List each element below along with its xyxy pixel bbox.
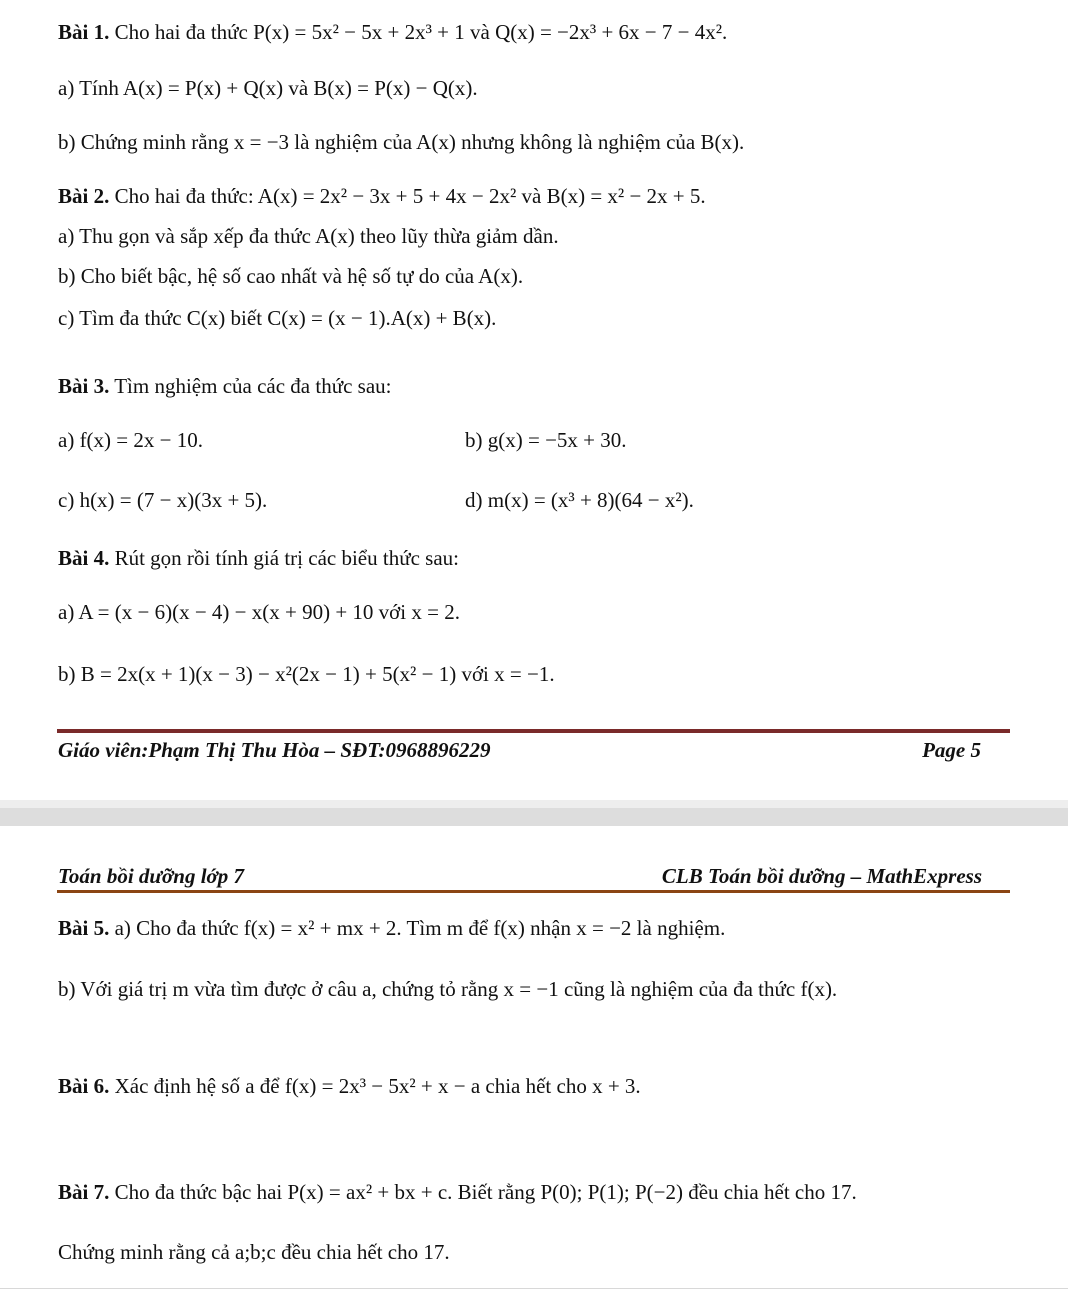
bai2-title: Bài 2. [58, 184, 110, 208]
bai4-part-b: b) B = 2x(x + 1)(x − 3) − x²(2x − 1) + 5(x² − 1) với x = −1. [58, 662, 555, 686]
bai3-statement-line [58, 372, 392, 400]
bai5-part-b: b) Với giá trị m vừa tìm được ở câu a, chứng tỏ rằng x = −1 cũng là nghiệm của đa thức f(x). [58, 977, 838, 1001]
bai2-part-a: a) Thu gọn và sắp xếp đa thức A(x) theo lũy thừa giảm dần. [58, 224, 559, 248]
bai3-statement: Tìm nghiệm của các đa thức sau: [114, 374, 392, 398]
bai4-statement-line [58, 544, 459, 572]
bai1-title: Bài 1. [58, 20, 110, 44]
bai1-statement-line [58, 18, 727, 46]
bai1-part-a: a) Tính A(x) = P(x) + Q(x) và B(x) = P(x) − Q(x). [58, 76, 478, 100]
header-left: Toán bồi dưỡng lớp 7 [58, 864, 245, 888]
bai5-title: Bài 5. [58, 916, 110, 940]
bai2-part-c: c) Tìm đa thức C(x) biết C(x) = (x − 1).A(x) + B(x). [58, 306, 497, 330]
bai4-title: Bài 4. [58, 546, 110, 570]
bai6-line [58, 1072, 641, 1100]
bai3-part-b: b) g(x) = −5x + 30. [465, 428, 627, 452]
bai3-part-d: d) m(x) = (x³ + 8)(64 − x²). [465, 488, 694, 512]
bai5-part-a: a) Cho đa thức f(x) = x² + mx + 2. Tìm m để f(x) nhận x = −2 là nghiệm. [114, 916, 726, 940]
footer-teacher: Giáo viên:Phạm Thị Thu Hòa – SĐT:0968896229 [58, 738, 491, 762]
header-rule [57, 890, 1010, 893]
bai2-statement: Cho hai đa thức: A(x) = 2x² − 3x + 5 + 4x − 2x² và B(x) = x² − 2x + 5. [114, 184, 706, 208]
bai6-statement: Xác định hệ số a để f(x) = 2x³ − 5x² + x − a chia hết cho x + 3. [114, 1074, 641, 1098]
bai1-statement: Cho hai đa thức P(x) = 5x² − 5x + 2x³ + 1 và Q(x) = −2x³ + 6x − 7 − 4x². [114, 20, 728, 44]
bai7-line [58, 1178, 857, 1206]
bai3-title: Bài 3. [58, 374, 110, 398]
bai7-conclusion: Chứng minh rằng cả a;b;c đều chia hết cho 17. [58, 1240, 450, 1264]
bai3-part-a: a) f(x) = 2x − 10. [58, 428, 203, 452]
bai6-title: Bài 6. [58, 1074, 110, 1098]
bai2-statement-line [58, 182, 706, 210]
bai3-part-c: c) h(x) = (7 − x)(3x + 5). [58, 488, 268, 512]
bai5-line-a [58, 914, 725, 942]
bai1-part-b: b) Chứng minh rằng x = −3 là nghiệm của A(x) nhưng không là nghiệm của B(x). [58, 130, 745, 154]
bai4-statement: Rút gọn rồi tính giá trị các biểu thức sau: [114, 546, 459, 570]
footer-rule [57, 729, 1010, 733]
bai4-part-a: a) A = (x − 6)(x − 4) − x(x + 90) + 10 với x = 2. [58, 600, 460, 624]
bai7-title: Bài 7. [58, 1180, 110, 1204]
page-gap [0, 808, 1068, 826]
bai2-part-b: b) Cho biết bậc, hệ số cao nhất và hệ số tự do của A(x). [58, 264, 524, 288]
bai7-statement: Cho đa thức bậc hai P(x) = ax² + bx + c. Biết rằng P(0); P(1); P(−2) đều chia hết cho 17. [114, 1180, 857, 1204]
header-right: CLB Toán bồi dưỡng – MathExpress [661, 864, 982, 888]
page-gap-top [0, 800, 1068, 808]
footer-page-number: Page 5 [922, 738, 981, 762]
bottom-edge-line [0, 1288, 1068, 1289]
